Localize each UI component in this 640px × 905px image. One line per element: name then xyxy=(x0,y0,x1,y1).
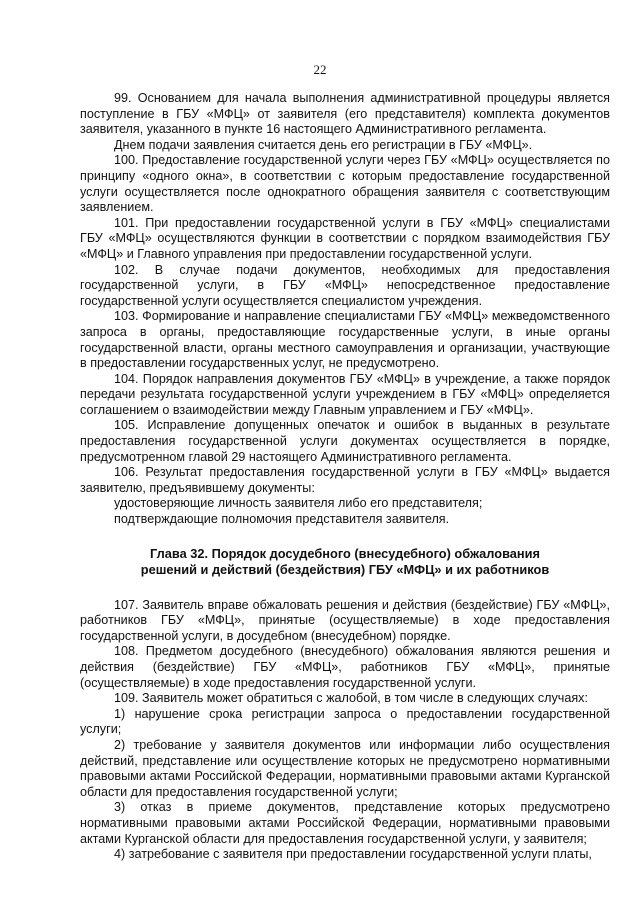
chapter-heading-line-2: решений и действий (бездействия) ГБУ «МФЦ» и их работников xyxy=(140,561,550,577)
page-number: 22 xyxy=(313,62,327,77)
paragraph-99: 99. Основанием для начала выполнения административной процедуры является поступление в ГБУ «МФЦ» от заявителя (его представителя) комплекта документов заявителя, указанного в пункте 16 настоящего Административного регламента. xyxy=(80,91,610,137)
complaint-case-1: 1) нарушение срока регистрации запроса о предоставлении государственной услуги; xyxy=(80,706,610,737)
paragraph-104: 104. Порядок направления документов ГБУ «МФЦ» в учреждение, а также порядок передачи результата государственной услуги учреждением в ГБУ «МФЦ» определяется соглашением о взаимодействии между Главным управлением и ГБУ «МФЦ». xyxy=(80,371,610,417)
paragraph-submission-day: Днем подачи заявления считается день его регистрации в ГБУ «МФЦ». xyxy=(114,137,533,152)
paragraph-103: 103. Формирование и направление специалистами ГБУ «МФЦ» межведомственного запроса в органы, предоставляющие государственные услуги, в иные органы государственной власти, органы местного самоуправления и организации, участвующие в предоставлении государственных услуг, не предусмотрено. xyxy=(80,309,610,371)
complaint-case-4: 4) затребование с заявителя при предоставлении государственной услуги платы, xyxy=(114,847,592,862)
paragraph-107: 107. Заявитель вправе обжаловать решения и действия (бездействие) ГБУ «МФЦ», работников ГБУ «МФЦ», принятые (осуществляемые) в ходе предоставления государственной услуги, в досудебном (внесудебном) порядке. xyxy=(80,597,610,643)
paragraph-102: 102. В случае подачи документов, необходимых для предоставления государственной услуги, в ГБУ «МФЦ» непосредственное предоставление государственной услуги осуществляется специалистом учреждения. xyxy=(80,262,610,308)
paragraph-105: 105. Исправление допущенных опечаток и ошибок в выданных в результате предоставления государственной услуги документах осуществляется в порядке, предусмотренном главой 29 настоящего Административного регламента. xyxy=(80,418,610,464)
complaint-case-3: 3) отказ в приеме документов, представление которых предусмотрено нормативными правовыми актами Российской Федерации, нормативными правовыми актами Курганской области для предоставления государственной услуги, у заявителя; xyxy=(80,800,610,846)
paragraph-100: 100. Предоставление государственной услуги через ГБУ «МФЦ» осуществляется по принципу «одного окна», в соответствии с которым предоставление государственной услуги осуществляется после однократного обращения заявителя с соответствующим заявлением. xyxy=(80,153,610,215)
chapter-heading-line-1: Глава 32. Порядок досудебного (внесудебного) обжалования xyxy=(150,545,540,561)
chapter-heading xyxy=(80,546,610,578)
paragraph-101: 101. При предоставлении государственной услуги в ГБУ «МФЦ» специалистами ГБУ «МФЦ» осуществляются функции в соответствии с порядком взаимодействия ГБУ «МФЦ» и Главного управления при предоставлении государственной услуги. xyxy=(80,215,610,261)
paragraph-109: 109. Заявитель может обратиться с жалобой, в том числе в следующих случаях: xyxy=(114,691,588,706)
paragraph-108: 108. Предметом досудебного (внесудебного) обжалования являются решения и действия (бездействие) ГБУ «МФЦ», работников ГБУ «МФЦ», принятые (осуществляемые) в ходе предоставления государственной услуги. xyxy=(80,644,610,690)
paragraph-106: 106. Результат предоставления государственной услуги в ГБУ «МФЦ» выдается заявителю, предъявившему документы: xyxy=(80,465,610,495)
list-item-identity: удостоверяющие личность заявителя либо его представителя; xyxy=(114,496,483,511)
complaint-case-2: 2) требование у заявителя документов или информации либо осуществления действий, представление или осуществление которых не предусмотрено нормативными правовыми актами Российской Федерации, нормативными правовыми актами Курганской области для предоставления государственной услуги; xyxy=(80,737,610,799)
document-body xyxy=(80,91,610,863)
list-item-authority: подтверждающие полномочия представителя заявителя. xyxy=(114,512,450,527)
